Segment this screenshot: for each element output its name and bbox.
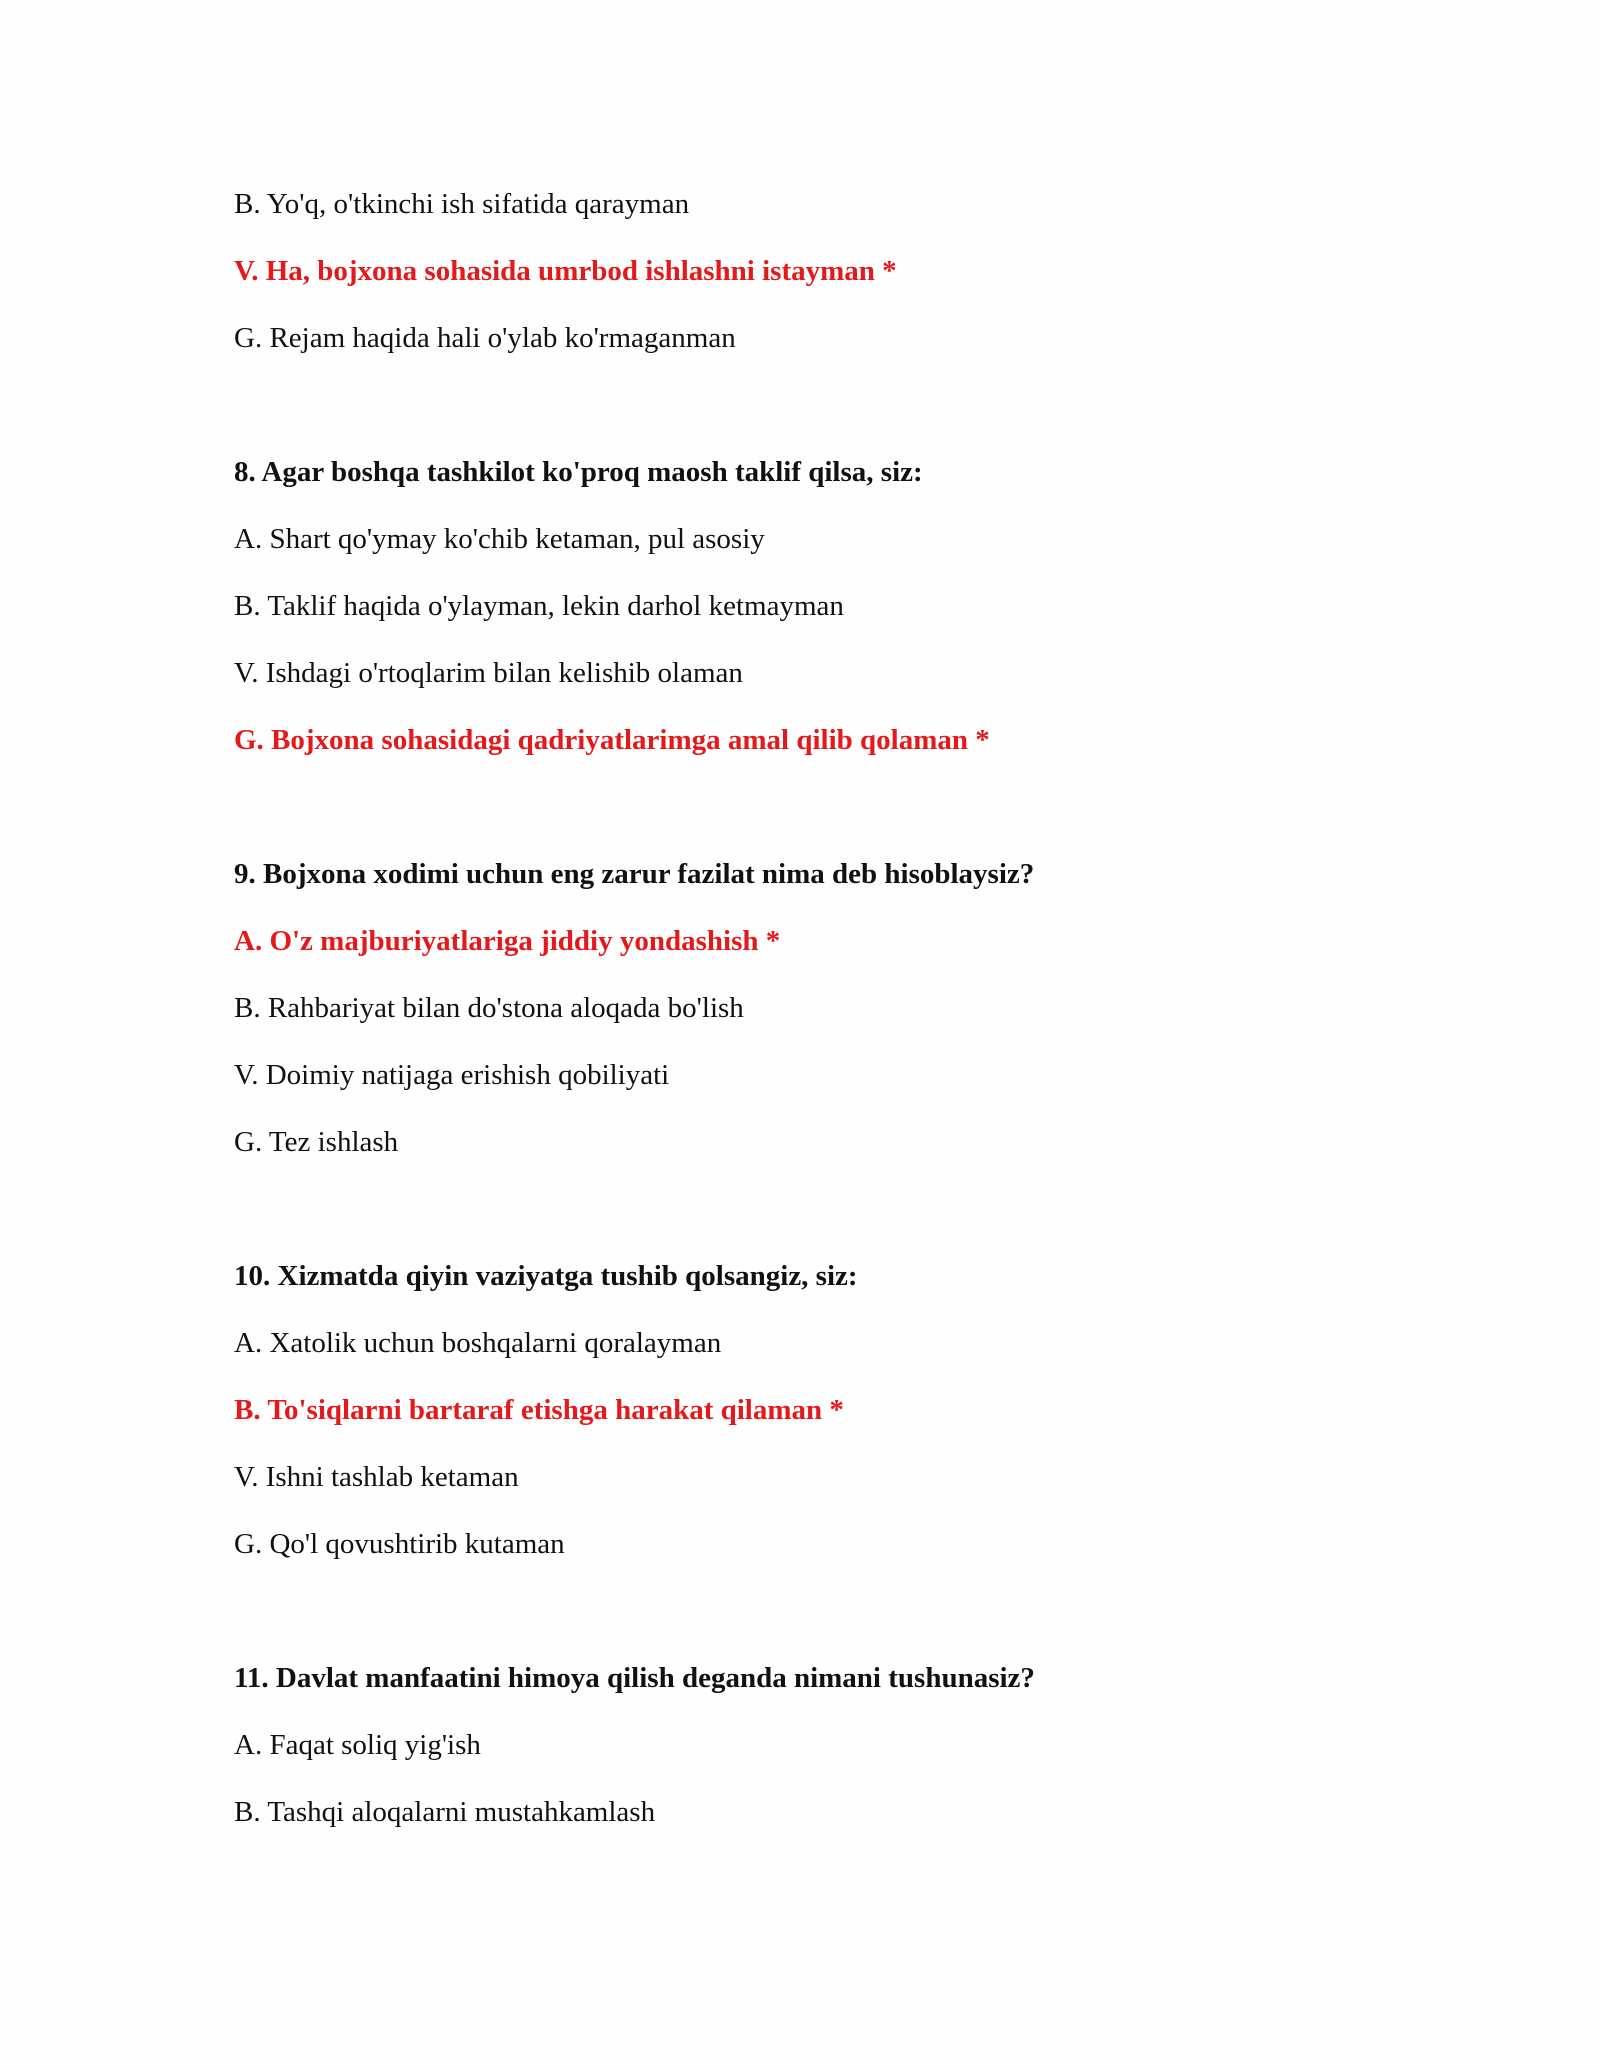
option-7v-correct: V. Ha, bojxona sohasida umrbod ishlashni istayman * xyxy=(234,255,897,287)
option-10v: V. Ishni tashlab ketaman xyxy=(234,1461,519,1493)
option-10a: A. Xatolik uchun boshqalarni qoralayman xyxy=(234,1327,722,1359)
option-8g-correct: G. Bojxona sohasidagi qadriyatlarimga amal qilib qolaman * xyxy=(234,724,990,756)
question-9: 9. Bojxona xodimi uchun eng zarur fazilat nima deb hisoblaysiz? xyxy=(234,858,1035,890)
option-9b: B. Rahbariyat bilan do'stona aloqada bo'lish xyxy=(234,992,744,1024)
question-10: 10. Xizmatda qiyin vaziyatga tushib qolsangiz, siz: xyxy=(234,1260,858,1292)
option-7g: G. Rejam haqida hali o'ylab ko'rmaganman xyxy=(234,322,736,354)
question-11: 11. Davlat manfaatini himoya qilish deganda nimani tushunasiz? xyxy=(234,1662,1035,1694)
question-8: 8. Agar boshqa tashkilot ko'proq maosh taklif qilsa, siz: xyxy=(234,456,923,488)
option-10g: G. Qo'l qovushtirib kutaman xyxy=(234,1528,565,1560)
option-7b: B. Yo'q, o'tkinchi ish sifatida qarayman xyxy=(234,188,690,220)
option-9v: V. Doimiy natijaga erishish qobiliyati xyxy=(234,1059,670,1091)
option-11b: B. Tashqi aloqalarni mustahkamlash xyxy=(234,1796,656,1828)
option-9a-correct: A. O'z majburiyatlariga jiddiy yondashish * xyxy=(234,925,781,957)
option-8a: A. Shart qo'ymay ko'chib ketaman, pul asosiy xyxy=(234,523,765,555)
option-8v: V. Ishdagi o'rtoqlarim bilan kelishib olaman xyxy=(234,657,743,689)
option-9g: G. Tez ishlash xyxy=(234,1126,399,1158)
option-8b: B. Taklif haqida o'ylayman, lekin darhol ketmayman xyxy=(234,590,844,622)
option-11a: A. Faqat soliq yig'ish xyxy=(234,1729,481,1761)
option-10b-correct: B. To'siqlarni bartaraf etishga harakat qilaman * xyxy=(234,1394,844,1426)
